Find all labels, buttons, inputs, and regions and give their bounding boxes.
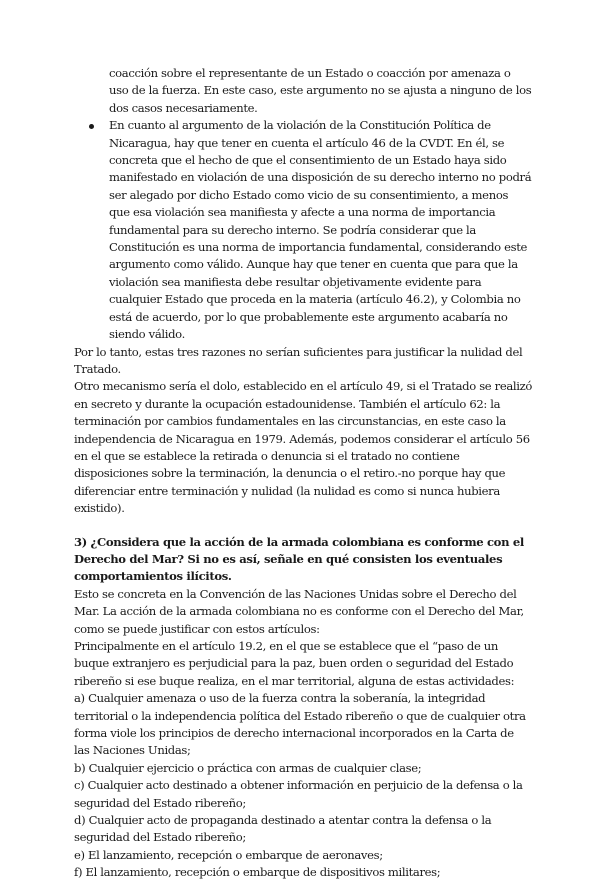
bullet-text: En cuanto al argumento de la violación de la Constitución Política de Nicaragua, hay que tener en cuenta el artículo 46 de la CVDT. En él, se concreta que el hecho de que el consentimiento de un Estado haya sido manifestado en violación de una disposición de su derecho interno no podrá ser alegado por dicho Estado como vicio de su consentimiento, a menos que esa violación sea manifiesta y afecte a una norma de importancia fundamental para su derecho interno. Se podría considerar que la Constitución es una norma de importancia fundamental, considerando este argumento como válido. Aunque hay que tener en cuenta que para que la violación sea manifiesta debe resultar objetivamente evidente para cualquier Estado que proceda en la materia (artículo 46.2), y Colombia no está de acuerdo, por lo que probablemente este argumento acabaría no siendo válido.	[109, 118, 532, 342]
bullet-item-constitution	[74, 117, 532, 343]
bullet-dot-icon	[89, 124, 94, 129]
list-item-e: e) El lanzamiento, recepción o embarque de aeronaves;	[74, 847, 383, 862]
list-item-c: c) Cualquier acto destinado a obtener información en perjuicio de la defensa o la seguridad del Estado ribereño;	[74, 778, 523, 810]
article-19-paragraph: Principalmente en el artículo 19.2, en el que se establece que el “paso de un buque extranjero es perjudicial para la paz, buen orden o seguridad del Estado ribereño si ese buque realiza, en el mar territorial, alguna de estas actividades:	[74, 639, 515, 688]
list-item-a: a) Cualquier amenaza o uso de la fuerza contra la soberanía, la integridad territorial o la independencia política del Estado ribereño o que de cualquier otra forma viole los principios de derecho internacional incorporados en la Carta de las Naciones Unidas;	[74, 691, 526, 758]
list-item-b: b) Cualquier ejercicio o práctica con armas de cualquier clase;	[74, 760, 422, 775]
question-heading: 3) ¿Considera que la acción de la armada colombiana es conforme con el Derecho del Mar? Si no es así, señale en qué consisten los eventuales comportamientos ilícitos.	[74, 534, 524, 584]
conclusion-paragraph: Por lo tanto, estas tres razones no serían suficientes para justificar la nulidad del Tratado.	[74, 344, 523, 376]
dolo-paragraph: Otro mecanismo sería el dolo, establecido en el artículo 49, si el Tratado se realizó en secreto y durante la ocupación estadounidense. También el artículo 62: la terminación por cambios fundamentales en las circunstancias, en este caso la independencia de Nicaragua en 1979. Además, podemos considerar el artículo 56 en el que se establece la retirada o denuncia si el tratado no contiene disposiciones sobre la terminación, la denuncia o el retiro.-no porque hay que diferenciar entre terminación y nulidad (la nulidad es como si nunca hubiera existido).	[74, 379, 533, 516]
document-body	[74, 65, 532, 882]
bullet-continuation: coacción sobre el representante de un Estado o coacción por amenaza o uso de la fuerza. En este caso, este argumento no se ajusta a ninguno de los dos casos necesariamente.	[109, 66, 532, 115]
list-item-d: d) Cualquier acto de propaganda destinado a atentar contra la defensa o la seguridad del Estado ribereño;	[74, 813, 492, 845]
list-item-f: f) El lanzamiento, recepción o embarque de dispositivos militares;	[74, 865, 441, 880]
answer-intro-paragraph: Esto se concreta en la Convención de las Naciones Unidas sobre el Derecho del Mar. La acción de la armada colombiana no es conforme con el Derecho del Mar, como se puede justificar con estos artículos:	[74, 586, 524, 636]
